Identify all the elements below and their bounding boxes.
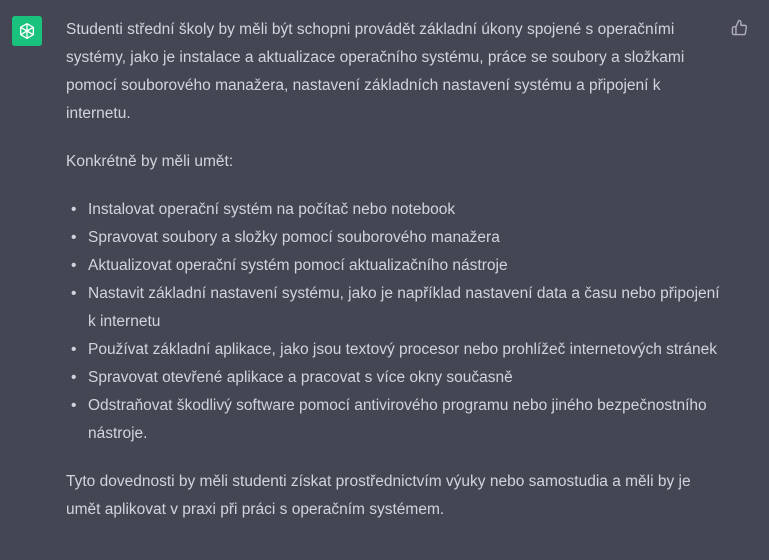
bullet: •	[71, 397, 77, 414]
thumbs-up-icon	[731, 19, 748, 36]
list-item-text: Odstraňovat škodlivý software pomocí antivirového programu nebo jiného bezpečnostního nástroje.	[88, 397, 707, 442]
list-item	[66, 336, 726, 364]
bullet: •	[71, 369, 77, 386]
bullet: •	[71, 201, 77, 218]
message-lead: Konkrétně by měli umět:	[66, 153, 234, 170]
bullet: •	[71, 285, 77, 302]
openai-logo-icon	[17, 21, 37, 41]
assistant-message	[66, 16, 726, 524]
list-item-text: Spravovat soubory a složky pomocí souborového manažera	[88, 229, 500, 246]
list-item	[66, 280, 726, 336]
message-outro: Tyto dovednosti by měli studenti získat prostřednictvím výuky nebo samostudia a měli by je umět aplikovat v praxi při práci s operačním systémem.	[66, 473, 691, 518]
list-item	[66, 392, 726, 448]
thumbs-up-button[interactable]	[730, 18, 748, 36]
list-item-text: Aktualizovat operační systém pomocí aktualizačního nástroje	[88, 257, 508, 274]
list-item-text: Nastavit základní nastavení systému, jako je například nastavení data a času nebo připojení k internetu	[88, 285, 720, 330]
assistant-avatar	[12, 16, 42, 46]
bullet: •	[71, 229, 77, 246]
list-item	[66, 224, 726, 252]
list-item-text: Spravovat otevřené aplikace a pracovat s více okny současně	[88, 369, 513, 386]
list-item-text: Instalovat operační systém na počítač nebo notebook	[88, 201, 456, 218]
list-item	[66, 252, 726, 280]
message-intro: Studenti střední školy by měli být schopni provádět základní úkony spojené s operačními systémy, jako je instalace a aktualizace operačního systému, práce se soubory a složkami pomocí souborového manažera, nastavení základních nastavení systému a připojení k internetu.	[66, 21, 685, 122]
list-item-text: Používat základní aplikace, jako jsou textový procesor nebo prohlížeč internetových stránek	[88, 341, 717, 358]
list-item	[66, 196, 726, 224]
skills-list	[66, 196, 726, 448]
bullet: •	[71, 257, 77, 274]
bullet: •	[71, 341, 77, 358]
list-item	[66, 364, 726, 392]
